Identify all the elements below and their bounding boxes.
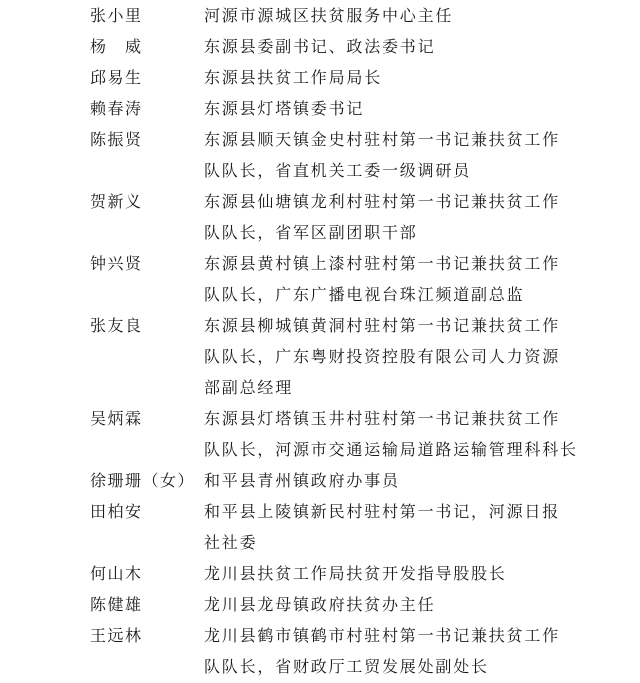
person-name: 何山木 [90, 564, 143, 583]
position-line: 东源县灯塔镇玉井村驻村第一书记兼扶贫工作 [204, 409, 561, 428]
position-line: 东源县仙塘镇龙利村驻村第一书记兼扶贫工作 [204, 192, 561, 211]
person-position [196, 465, 568, 496]
list-item [0, 589, 640, 620]
position-line: 队队长，省财政厅工贸发展处副处长 [204, 657, 489, 676]
list-item [0, 558, 640, 589]
person-name: 陈健雄 [90, 595, 143, 614]
position-line: 龙川县鹤市镇鹤市村驻村第一书记兼扶贫工作 [204, 626, 561, 645]
person-name: 钟兴贤 [90, 254, 143, 273]
person-name: 张友良 [90, 316, 143, 335]
position-line: 队队长，广东粤财投资控股有限公司人力资源 [204, 347, 561, 366]
person-position [196, 496, 568, 558]
position-line: 东源县柳城镇黄洞村驻村第一书记兼扶贫工作 [204, 316, 561, 335]
position-line: 东源县扶贫工作局局长 [204, 68, 383, 87]
position-line: 社社委 [204, 533, 258, 552]
person-position [196, 93, 568, 124]
list-item [0, 186, 640, 248]
person-position [196, 558, 568, 589]
person-position [196, 186, 568, 248]
list-item [0, 310, 640, 403]
list-item [0, 124, 640, 186]
list-item [0, 403, 640, 465]
person-name: 徐珊珊（女） [90, 471, 196, 490]
person-position [196, 403, 578, 465]
list-item [0, 248, 640, 310]
position-line: 部副总经理 [204, 378, 294, 397]
position-line: 东源县委副书记、政法委书记 [204, 37, 436, 56]
list-item [0, 496, 640, 558]
person-position [196, 31, 568, 62]
position-line: 龙川县龙母镇政府扶贫办主任 [204, 595, 436, 614]
person-name: 张小里 [90, 6, 143, 25]
list-item [0, 62, 640, 93]
person-name: 邱易生 [90, 68, 143, 87]
position-line: 队队长，河源市交通运输局道路运输管理科科长 [204, 440, 578, 459]
position-line: 队队长，省军区副团职干部 [204, 223, 418, 242]
person-position [196, 248, 568, 310]
position-line: 队队长，广东广播电视台珠江频道副总监 [204, 285, 525, 304]
position-line: 河源市源城区扶贫服务中心主任 [204, 6, 454, 25]
position-line: 和平县青州镇政府办事员 [204, 471, 400, 490]
person-position [196, 62, 568, 93]
position-line: 东源县顺天镇金史村驻村第一书记兼扶贫工作 [204, 130, 561, 149]
person-position [196, 620, 568, 682]
person-position [196, 0, 568, 31]
list-item [0, 93, 640, 124]
person-position [196, 124, 568, 186]
position-line: 和平县上陵镇新民村驻村第一书记，河源日报 [204, 502, 561, 521]
position-line: 东源县灯塔镇委书记 [204, 99, 365, 118]
person-name: 赖春涛 [90, 99, 143, 118]
person-position [196, 589, 568, 620]
list-item [0, 620, 640, 682]
position-line: 东源县黄村镇上漆村驻村第一书记兼扶贫工作 [204, 254, 561, 273]
position-line: 龙川县扶贫工作局扶贫开发指导股股长 [204, 564, 507, 583]
person-name: 贺新义 [90, 192, 143, 211]
list-item [0, 31, 640, 62]
person-name: 田柏安 [90, 502, 143, 521]
person-name: 陈振贤 [90, 130, 143, 149]
person-name: 杨 威 [90, 37, 143, 56]
person-name: 吴炳霖 [90, 409, 143, 428]
person-position [196, 310, 568, 403]
person-name: 王远林 [90, 626, 143, 645]
position-line: 队队长，省直机关工委一级调研员 [204, 161, 472, 180]
list-item [0, 465, 640, 496]
list-item [0, 0, 640, 31]
